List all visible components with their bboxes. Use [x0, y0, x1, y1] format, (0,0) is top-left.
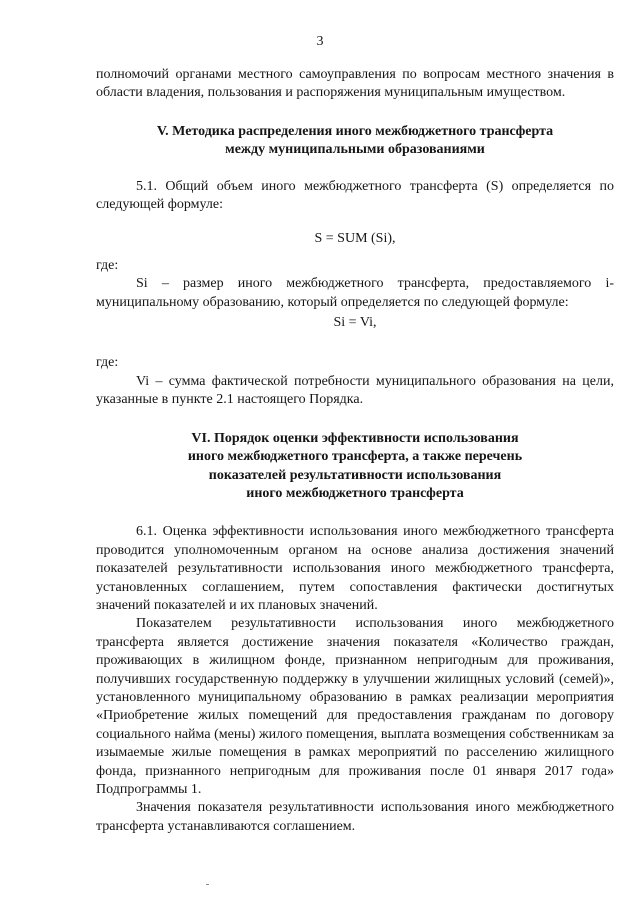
document-body	[96, 66, 614, 836]
section-6-heading-line-4: иного межбюджетного трансферта	[246, 485, 464, 501]
page-number: 3	[316, 34, 324, 49]
where-label-2: где:	[96, 355, 119, 371]
values-paragraph: Значения показателя результативности использования иного межбюджетного трансферта устанавливаются соглашением.	[96, 800, 614, 834]
section-6-heading-line-2: иного межбюджетного трансферта, а также перечень	[187, 449, 523, 465]
formula-si: Si = Vi,	[333, 315, 377, 331]
paragraph-5-1: 5.1. Общий объем иного межбюджетного трансферта (S) определяется по следующей формуле:	[96, 178, 614, 213]
scan-artifact	[206, 884, 209, 885]
section-6	[96, 430, 614, 837]
formula-total: S = SUM (Si),	[314, 231, 396, 247]
vi-definition: Vi – сумма фактической потребности муниципального образования на цели, указанные в пункте 2.1 настоящего Порядка.	[96, 373, 614, 408]
section-6-heading-line-1: VI. Порядок оценки эффективности использования	[191, 430, 519, 446]
indicator-paragraph: Показателем результативности использования иного межбюджетного трансферта является достижение значения показателя «Количество граждан, проживающих в жилищном фонде, признанном непригодным для проживания, получивших государственную поддержку в улучшении жилищных условий (семей)», установленного муниципальному образованию в рамках реализации мероприятия «Приобретение жилых помещений для предоставления гражданам по договору социального найма (мены) жилого помещения, выплата возмещения собственникам за изымаемые жилые помещения в рамках мероприятий по расселению жилищного фонда, признанного непригодным для проживания после 01 января 2017 года» Подпрограммы 1.	[96, 616, 614, 797]
section-6-heading-line-3: показателей результативности использования	[208, 467, 502, 483]
section-5-heading-line-2: между муниципальными образованиями	[225, 142, 485, 158]
intro-paragraph: полномочий органами местного самоуправления по вопросам местного значения в области владения, пользования и распоряжения муниципальным имуществом.	[96, 67, 614, 101]
si-definition: Si – размер иного межбюджетного трансферта, предоставляемого i-муниципальному образованию, который определяется по следующей формуле:	[96, 276, 614, 310]
where-label-1: где:	[96, 257, 119, 273]
paragraph-6-1: 6.1. Оценка эффективности использования иного межбюджетного трансферта проводится уполномоченным органом на основе анализа достижения значений показателей результативности использования иного межбюджетного трансферта, установленных соглашением, путем сопоставления фактически достигнутых значений показателей и их плановых значений.	[96, 524, 614, 613]
section-5-heading-line-1: V. Методика распределения иного межбюджетного трансферта	[156, 123, 554, 139]
section-5	[96, 123, 614, 410]
